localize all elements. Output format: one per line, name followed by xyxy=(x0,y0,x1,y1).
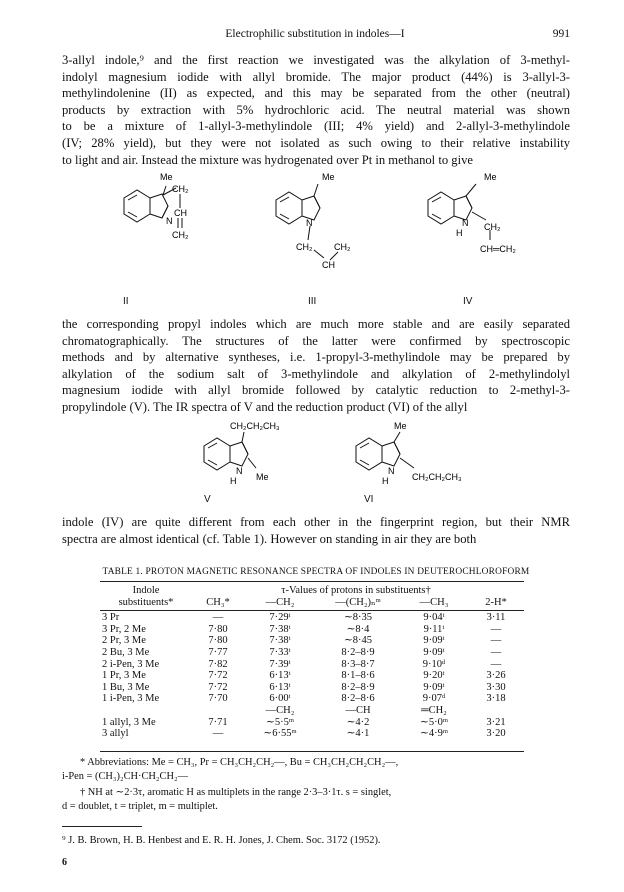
table-rule-top xyxy=(100,581,524,582)
table-cell: 3·20 xyxy=(486,728,506,740)
table-cell: 3 Pr, 2 Me xyxy=(102,623,146,635)
structure-II xyxy=(110,168,230,278)
table-cell: 1 i-Pen, 3 Me xyxy=(102,693,160,705)
IV-ch2: CH₂ xyxy=(484,222,501,232)
III-ch: CH xyxy=(322,260,335,270)
text-line: products by extraction with 5% hydrochloric acid. The neutral material was shown xyxy=(62,102,570,117)
table-cell: 6·13ᵗ xyxy=(269,670,291,682)
table-footnote-1: * Abbreviations: Me = CH₃, Pr = CH₃CH₂CH₂—, Bu = CH₃CH₂CH₂CH₂—, xyxy=(80,757,399,768)
text-line: to be a mixture of 1-allyl-3-methylindole (III; 4% yield) and 2-allyl-3-methylindole xyxy=(62,119,570,134)
table-cell: ∼6·55ᵐ xyxy=(263,728,297,740)
table-cell: 8·2–8·6 xyxy=(341,693,375,705)
IV-n: N xyxy=(462,218,469,228)
table-cell: 7·72 xyxy=(208,681,228,693)
II-me: Me xyxy=(160,172,173,182)
table-row xyxy=(100,647,524,659)
header-cell: 2-H* xyxy=(485,596,507,608)
label-II: II xyxy=(123,296,129,307)
VI-n: N xyxy=(388,466,395,476)
paragraph-3 xyxy=(62,514,570,547)
table-row xyxy=(100,693,524,705)
table-cell: 9·09ᵗ xyxy=(423,646,445,658)
structure-V xyxy=(190,420,320,500)
paragraph-1 xyxy=(62,52,570,168)
table-cell: — xyxy=(490,623,502,635)
table-cell: 7·82 xyxy=(208,658,228,670)
signature-mark: 6 xyxy=(62,857,67,868)
table-cell: 9·04ᵗ xyxy=(423,612,445,624)
VI-propyl: CH₂CH₂CH₃ xyxy=(412,472,462,482)
table-cell: ∼5·5ᵐ xyxy=(266,716,294,728)
table-cell: 9·09ᵗ xyxy=(423,635,445,647)
III-n: N xyxy=(306,218,313,228)
IV-h: H xyxy=(456,228,463,238)
text-line: alkylation of the sodium salt of 3-methylindole and alkylation of 2-methylindolyl xyxy=(62,366,570,381)
table-cell: 2 Bu, 3 Me xyxy=(102,646,150,658)
II-n: N xyxy=(166,216,173,226)
text-line: indole (IV) are quite different from each other in the fingerprint region, but their NMR xyxy=(62,515,570,529)
table-footnote-2: † NH at ∼2·3τ, aromatic H as multiplets in the range 2·3–3·1τ. s = singlet, xyxy=(80,787,392,798)
header-cell: substituents* xyxy=(118,596,174,608)
label-V: V xyxy=(204,494,211,505)
text-line: magnesium iodide with allyl bromide followed by catalytic reduction to 2-methyl-3- xyxy=(62,383,570,398)
text-line: propylindole (V). The IR spectra of V and the reduction product (VI) of the allyl xyxy=(62,399,468,414)
paragraph-2 xyxy=(62,316,570,416)
label-VI: VI xyxy=(364,494,374,505)
table-cell: 1 allyl, 3 Me xyxy=(102,716,156,728)
header-cell xyxy=(468,585,524,597)
VI-h: H xyxy=(382,476,389,486)
table-cell: 8·3–8·7 xyxy=(341,658,375,670)
table-cell: ∼8·4 xyxy=(346,623,370,635)
table-cell: 3·21 xyxy=(486,716,506,728)
table-cell: ∼8·35 xyxy=(343,612,373,624)
table-cell: 2 Pr, 3 Me xyxy=(102,635,146,647)
header-cell: ═CH₂ xyxy=(421,704,447,716)
table-cell: 9·10ᵈ xyxy=(422,658,446,670)
IV-me: Me xyxy=(484,172,497,182)
table-cell: 9·09ᵗ xyxy=(423,681,445,693)
table-row xyxy=(100,682,524,694)
table-cell: 9·11ᵗ xyxy=(423,623,445,635)
structure-VI xyxy=(342,420,492,500)
label-IV: IV xyxy=(463,296,473,307)
header-cell: —CH₂ xyxy=(265,704,295,716)
table-header-row xyxy=(100,585,524,597)
III-ch2a: CH₂ xyxy=(296,242,313,252)
header-title: Electrophilic substitution in indoles—I xyxy=(225,28,405,40)
table-cell: 7·80 xyxy=(208,635,228,647)
header-cell: —CH₂ xyxy=(265,596,295,608)
table-cell: 1 Pr, 3 Me xyxy=(102,670,146,682)
table-row xyxy=(100,670,524,682)
table-cell: 3·30 xyxy=(486,681,506,693)
table-header-row xyxy=(100,597,524,609)
V-h: H xyxy=(230,476,237,486)
table-cell: 7·70 xyxy=(208,693,228,705)
table-cell: 9·07ᵈ xyxy=(422,693,446,705)
V-propyl: CH₂CH₂CH₃ xyxy=(230,421,280,431)
text-line: chromatographically. The structures of the latter were confirmed by spectroscopic xyxy=(62,333,570,348)
table-cell: 3·26 xyxy=(486,670,506,682)
table-cell: 7·80 xyxy=(208,623,228,635)
II-ch2: CH₂ xyxy=(172,184,189,194)
table-cell: ∼4·1 xyxy=(346,728,370,740)
table-cell: — xyxy=(490,635,502,647)
table-cell: 7·39ᵗ xyxy=(269,658,291,670)
text-line: spectra are almost identical (cf. Table 1). However on standing in air they are both xyxy=(62,531,477,546)
table-cell: ∼8·45 xyxy=(343,635,373,647)
text-line: the corresponding propyl indoles which are much more stable and are easily separated xyxy=(62,317,570,331)
table-cell: 1 Bu, 3 Me xyxy=(102,681,150,693)
header-cell: —(CH₂)ₙᵐ xyxy=(335,596,381,608)
table-footnote-1b: i-Pen = (CH₃)₂CH·CH₂CH₂— xyxy=(62,771,188,782)
text-line: methylindolenine (II) as expected, and this may be separated from the other (neutral) xyxy=(62,86,570,101)
header-cell: —CH xyxy=(345,704,371,716)
table-cell: 7·38ᵗ xyxy=(269,635,291,647)
table-cell: 9·20ᵗ xyxy=(423,670,445,682)
VI-me: Me xyxy=(394,421,407,431)
table-cell: ∼4·2 xyxy=(346,716,370,728)
table-cell: — xyxy=(212,612,224,624)
header-cell: CH₃* xyxy=(206,596,230,608)
table-cell: 8·2–8·9 xyxy=(341,681,375,693)
table-row xyxy=(100,717,524,729)
table-cell: 3·11 xyxy=(486,612,506,624)
table-caption: TABLE 1. PROTON MAGNETIC RESONANCE SPECTRA OF INDOLES IN DEUTEROCHLOROFORM xyxy=(102,567,530,577)
table-cell: 3·18 xyxy=(486,693,506,705)
table-row xyxy=(100,635,524,647)
table-cell: — xyxy=(212,728,224,740)
table-cell: — xyxy=(490,646,502,658)
nmr-table xyxy=(100,585,524,740)
table-cell: — xyxy=(490,658,502,670)
header-cell xyxy=(192,705,244,717)
III-ch2b: CH₂ xyxy=(334,242,351,252)
header-cell xyxy=(192,585,244,597)
table-row xyxy=(100,728,524,740)
table-cell: 2 i-Pen, 3 Me xyxy=(102,658,160,670)
table-cell: 6·00ᵗ xyxy=(269,693,291,705)
table-row xyxy=(100,624,524,636)
text-line: methods and by alternative syntheses, i.e. 1-propyl-3-methylindole may be prepared by xyxy=(62,350,570,365)
table-cell: 7·72 xyxy=(208,670,228,682)
table-cell: 7·77 xyxy=(208,646,228,658)
table-subheader-row xyxy=(100,705,524,717)
II-ch: CH xyxy=(174,208,187,218)
table-cell: ∼4·9ᵐ xyxy=(420,728,448,740)
V-me: Me xyxy=(256,472,269,482)
V-n: N xyxy=(236,466,243,476)
table-cell: 7·38ᵗ xyxy=(269,623,291,635)
table-cell: 6·13ᵗ xyxy=(269,681,291,693)
text-line: 3-allyl indole,⁹ and the first reaction we investigated was the alkylation of 3-methyl- xyxy=(62,53,570,67)
table-cell: 3 Pr xyxy=(102,612,120,624)
table-footnote-2b: d = doublet, t = triplet, m = multiplet. xyxy=(62,801,218,812)
III-me: Me xyxy=(322,172,335,182)
reference-rule xyxy=(62,826,142,827)
table-cell: 7·29ᵗ xyxy=(269,612,291,624)
text-line: (IV; 28% yield), but they were not isolated as such owing to their relative instability xyxy=(62,135,570,150)
structure-III xyxy=(262,168,382,278)
table-cell: 3 allyl xyxy=(102,728,129,740)
text-line: to light and air. Instead the mixture was hydrogenated over Pt in methanol to give xyxy=(62,152,473,167)
table-rule-bottom xyxy=(100,751,524,752)
IV-chch2: CH═CH₂ xyxy=(480,244,516,254)
II-ch2b: CH₂ xyxy=(172,230,189,240)
header-cell: —CH₃ xyxy=(419,596,449,608)
page-number: 991 xyxy=(552,28,570,40)
reference-9: ⁹ J. B. Brown, H. B. Henbest and E. R. H. Jones, J. Chem. Soc. 3172 (1952). xyxy=(62,835,381,846)
table-row xyxy=(100,659,524,671)
table-cell: 7·71 xyxy=(208,716,228,728)
table-cell: 8·1–8·6 xyxy=(341,670,375,682)
header-cell xyxy=(100,705,192,717)
text-line: indolyl magnesium iodide with allyl bromide. The major product (44%) is 3-allyl-3- xyxy=(62,69,570,84)
header-cell: τ-Values of protons in substituents† xyxy=(281,585,431,596)
table-cell: 8·2–8·9 xyxy=(341,646,375,658)
structure-IV xyxy=(414,168,544,278)
header-cell: Indole xyxy=(132,585,160,596)
table-row xyxy=(100,612,524,624)
label-III: III xyxy=(308,296,317,307)
table-cell: ∼5·0ᵐ xyxy=(420,716,448,728)
header-cell xyxy=(468,705,524,717)
table-cell: 7·33ᵗ xyxy=(269,646,291,658)
